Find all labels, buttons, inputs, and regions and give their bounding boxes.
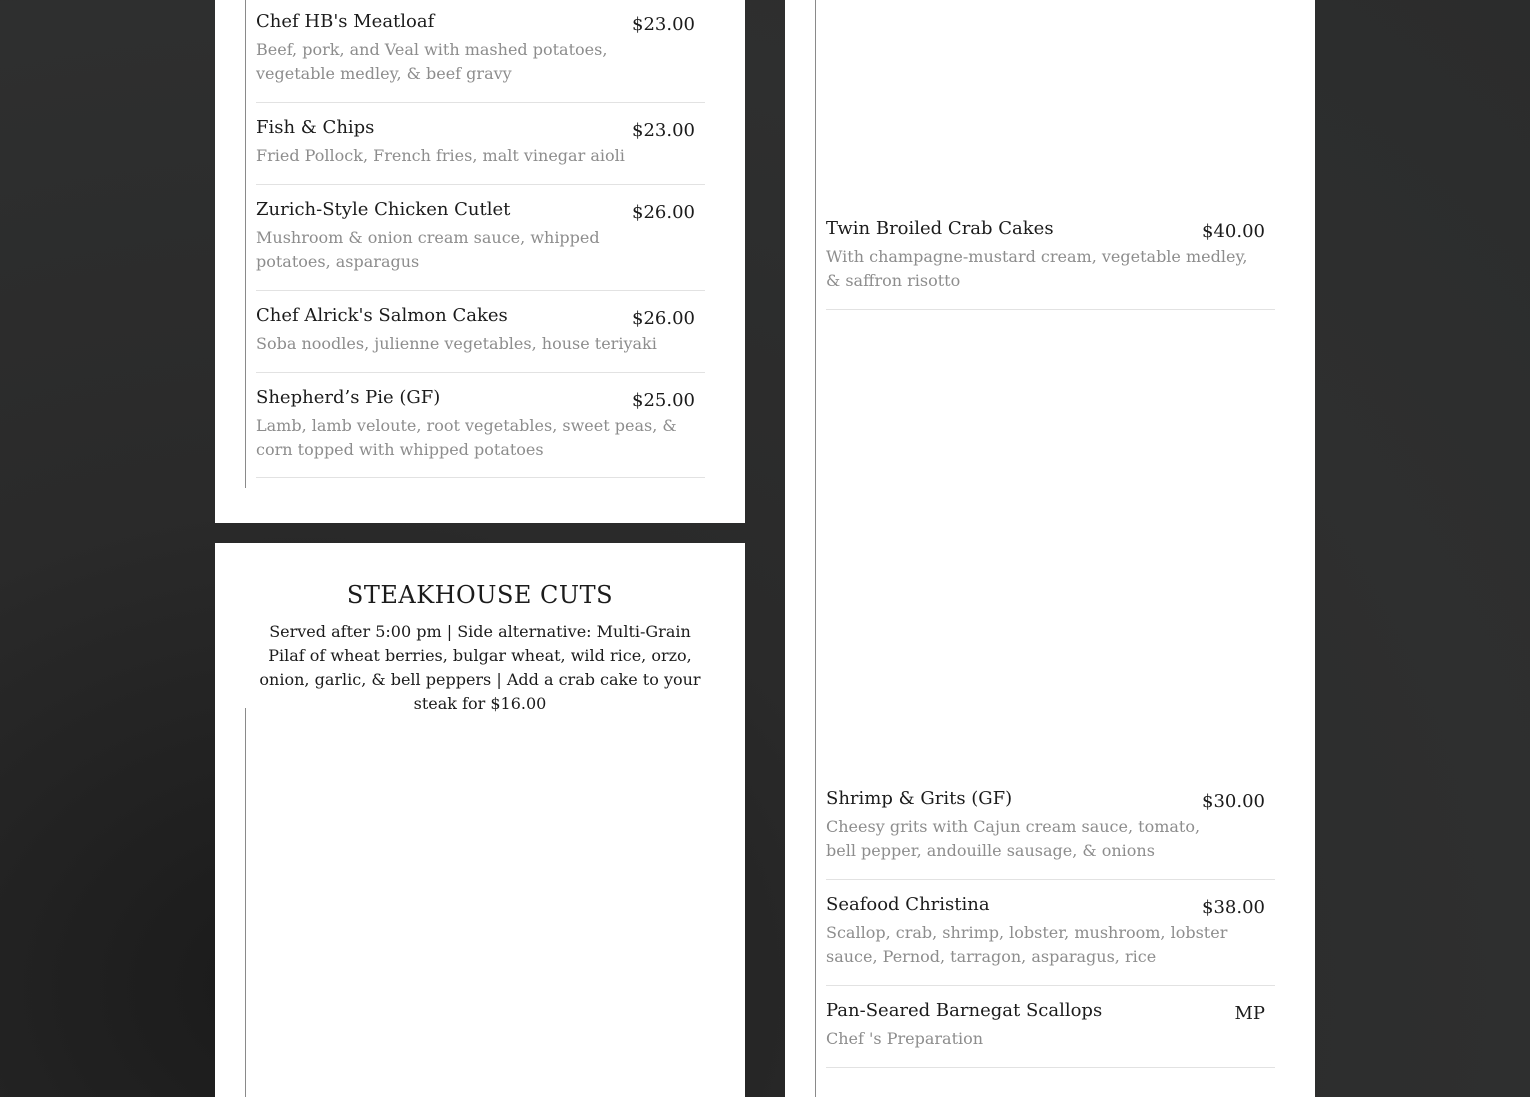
menu-item-price: $25.00 bbox=[632, 390, 695, 411]
menu-item bbox=[256, 304, 705, 373]
menu-item bbox=[256, 386, 705, 478]
menu-item-name: Twin Broiled Crab Cakes bbox=[826, 218, 1054, 239]
menu-item-description: Chef 's Preparation bbox=[826, 1029, 984, 1048]
menu-item-description: Scallop, crab, shrimp, lobster, mushroom, lobster sauce, Pernod, tarragon, asparagus, rice bbox=[826, 923, 1228, 966]
menu-item-price: $26.00 bbox=[632, 202, 695, 223]
divider-line bbox=[245, 708, 246, 1097]
divider-line bbox=[245, 0, 246, 488]
menu-item-name: Zurich-Style Chicken Cutlet bbox=[256, 199, 511, 220]
menu-item-price: $23.00 bbox=[632, 120, 695, 141]
menu-item-description: With champagne-mustard cream, vegetable medley, & saffron risotto bbox=[826, 247, 1248, 290]
menu-item-price: $26.00 bbox=[632, 308, 695, 329]
menu-item-price: $30.00 bbox=[1202, 791, 1265, 812]
menu-item bbox=[826, 787, 1275, 880]
menu-item-name: Chef Alrick's Salmon Cakes bbox=[256, 305, 508, 326]
menu-item-description: Beef, pork, and Veal with mashed potatoes, vegetable medley, & beef gravy bbox=[256, 40, 608, 83]
menu-item-description: Mushroom & onion cream sauce, whipped potatoes, asparagus bbox=[256, 228, 600, 271]
menu-panel-steakhouse bbox=[215, 543, 745, 1097]
menu-item-price: $40.00 bbox=[1202, 221, 1265, 242]
menu-item-description: Cheesy grits with Cajun cream sauce, tomato, bell pepper, andouille sausage, & onions bbox=[826, 817, 1201, 860]
menu-item-price: $23.00 bbox=[632, 14, 695, 35]
menu-item-description: Fried Pollock, French fries, malt vinegar aioli bbox=[256, 146, 625, 165]
menu-panel-entrees bbox=[215, 0, 745, 523]
menu-item-description: Lamb, lamb veloute, root vegetables, sweet peas, & corn topped with whipped potatoes bbox=[256, 416, 677, 459]
menu-item-name: Shrimp & Grits (GF) bbox=[826, 788, 1013, 809]
menu-item-name: Seafood Christina bbox=[826, 894, 990, 915]
menu-item-price: $38.00 bbox=[1202, 897, 1265, 918]
divider-line bbox=[815, 0, 816, 1097]
menu-item bbox=[256, 198, 705, 291]
menu-item bbox=[256, 116, 705, 185]
menu-item-name: Fish & Chips bbox=[256, 117, 375, 138]
menu-item bbox=[256, 10, 705, 103]
menu-item-price: MP bbox=[1234, 1003, 1265, 1024]
menu-item bbox=[826, 893, 1275, 986]
menu-item bbox=[826, 217, 1275, 310]
section-subtitle: Served after 5:00 pm | Side alternative: Multi-Grain Pilaf of wheat berries, bulgar wheat, wild rice, orzo, onion, garlic, & bell peppers | Add a crab cake to your steak for $16.00 bbox=[259, 622, 701, 713]
menu-item-description: Soba noodles, julienne vegetables, house teriyaki bbox=[256, 334, 657, 353]
menu-item-name: Chef HB's Meatloaf bbox=[256, 11, 435, 32]
menu-item-name: Pan-Seared Barnegat Scallops bbox=[826, 1000, 1103, 1021]
menu-panel-seafood bbox=[785, 0, 1315, 1097]
section-title: STEAKHOUSE CUTS bbox=[346, 581, 614, 609]
menu-item-name: Shepherd’s Pie (GF) bbox=[256, 387, 441, 408]
menu-item bbox=[826, 999, 1275, 1068]
